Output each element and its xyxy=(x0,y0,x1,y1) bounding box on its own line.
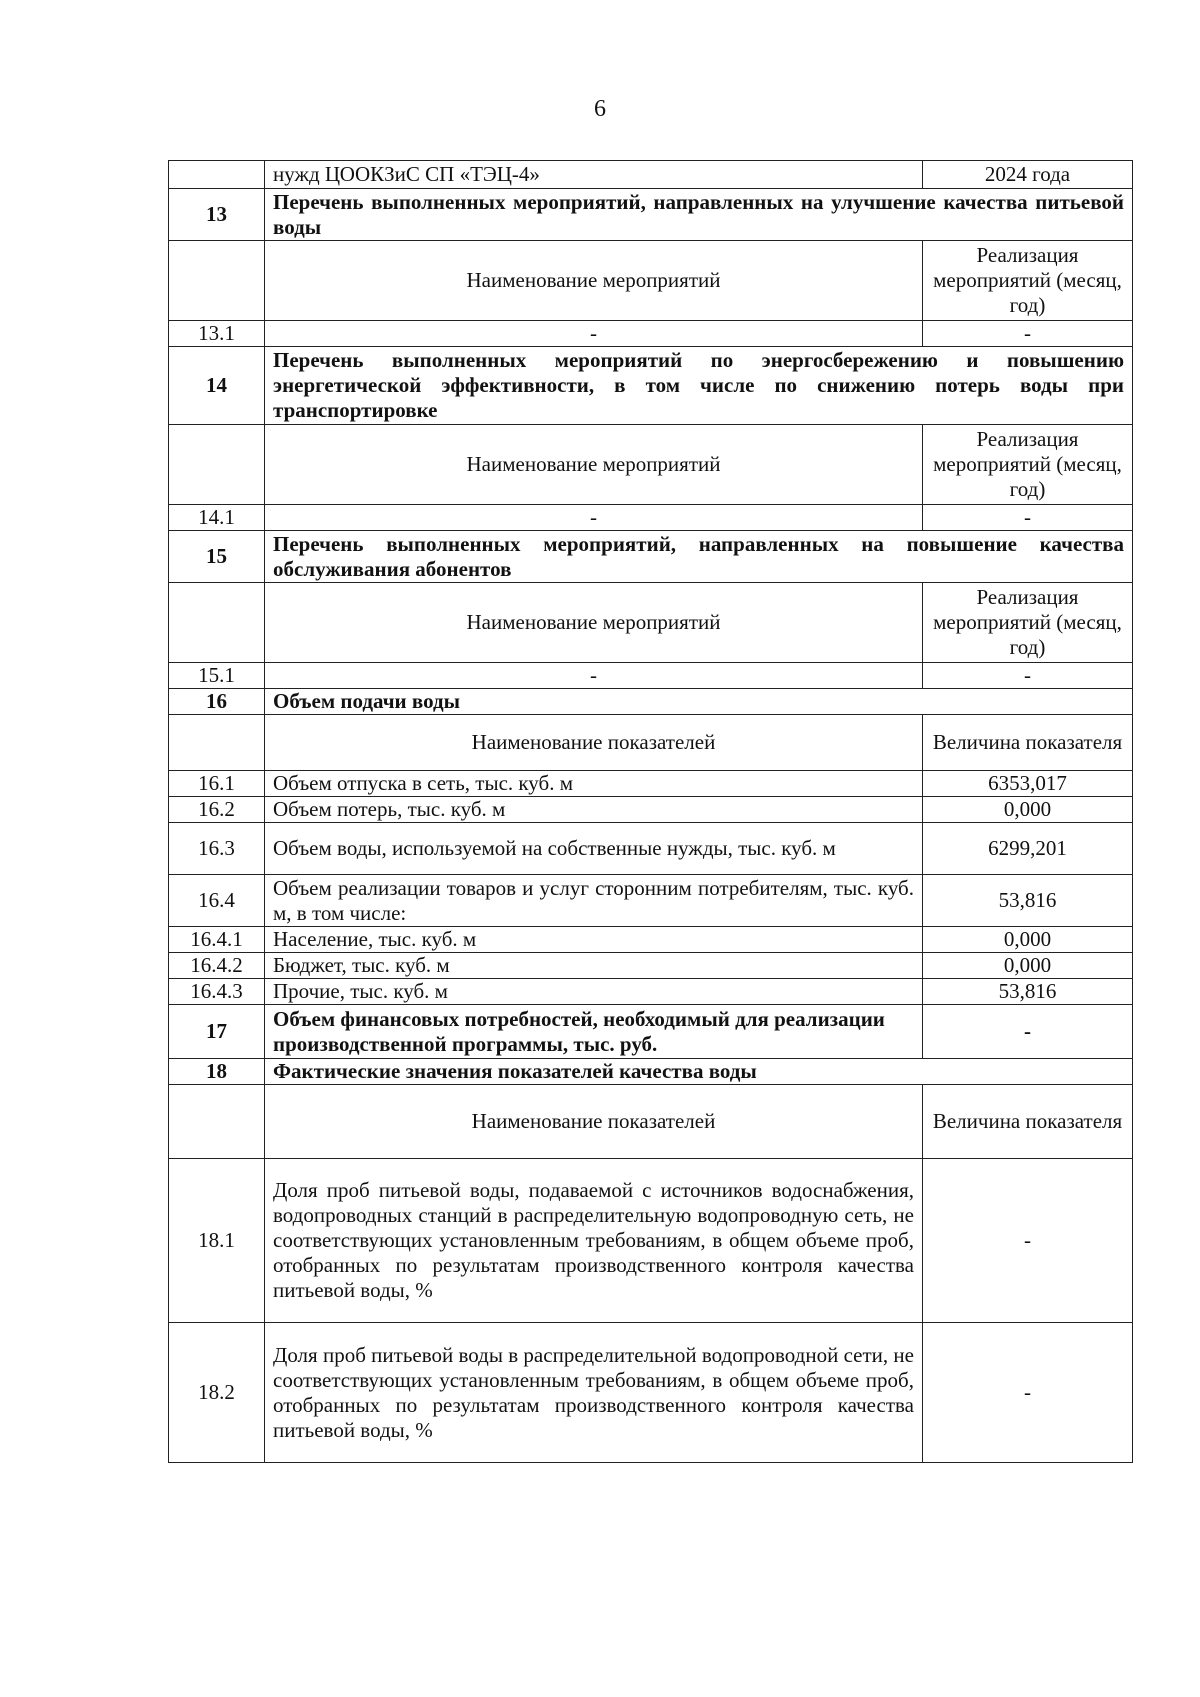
table-row xyxy=(169,875,1133,927)
table-row xyxy=(169,505,1133,531)
row-value: 2024 года xyxy=(923,161,1133,189)
section-header-row xyxy=(169,689,1133,715)
row-number-cell xyxy=(169,1085,265,1159)
row-number: 18.1 xyxy=(169,1159,265,1323)
row-number: 16.3 xyxy=(169,823,265,875)
row-number-cell xyxy=(169,583,265,663)
column-header-row xyxy=(169,715,1133,771)
row-value: 6353,017 xyxy=(923,771,1133,797)
row-number-cell xyxy=(169,161,265,189)
table-row xyxy=(169,979,1133,1005)
section-title: Фактические значения показателей качества воды xyxy=(265,1059,1133,1085)
row-number: 16.1 xyxy=(169,771,265,797)
section-header-row xyxy=(169,531,1133,583)
row-value: - xyxy=(923,321,1133,347)
row-description: - xyxy=(265,663,923,689)
row-number-cell xyxy=(169,425,265,505)
row-value: - xyxy=(923,505,1133,531)
section-title: Перечень выполненных мероприятий, направленных на повышение качества обслуживания абонентов xyxy=(265,531,1133,583)
column-header-name: Наименование мероприятий xyxy=(265,241,923,321)
column-header-value: Величина показателя xyxy=(923,715,1133,771)
section-number: 13 xyxy=(169,189,265,241)
row-number: 16.2 xyxy=(169,797,265,823)
row-value: 53,816 xyxy=(923,979,1133,1005)
table-row xyxy=(169,771,1133,797)
table-row xyxy=(169,161,1133,189)
section-number: 14 xyxy=(169,347,265,425)
section-number: 15 xyxy=(169,531,265,583)
section-title: Перечень выполненных мероприятий по энергосбережению и повышению энергетической эффективности, в том числе по снижению потерь воды при транспортировке xyxy=(265,347,1133,425)
table-row xyxy=(169,321,1133,347)
row-number: 15.1 xyxy=(169,663,265,689)
section-number: 17 xyxy=(169,1005,265,1059)
column-header-row xyxy=(169,425,1133,505)
column-header-value: Реализация мероприятий (месяц, год) xyxy=(923,425,1133,505)
section-title: Объем подачи воды xyxy=(265,689,1133,715)
section-number: 18 xyxy=(169,1059,265,1085)
row-number: 18.2 xyxy=(169,1323,265,1463)
row-description: Доля проб питьевой воды в распределительной водопроводной сети, не соответствующих установленным требованиям, в общем объеме проб, отобранных по результатам производственного контроля качества питьевой воды, % xyxy=(265,1323,923,1463)
table-row xyxy=(169,797,1133,823)
row-description: Доля проб питьевой воды, подаваемой с источников водоснабжения, водопроводных станций в распределительную водопроводную сеть, не соответствующих установленным требованиям, в общем объеме проб, отобранных по результатам производственного контроля качества питьевой воды, % xyxy=(265,1159,923,1323)
section-header-row xyxy=(169,1059,1133,1085)
table-row xyxy=(169,1323,1133,1463)
row-description: Население, тыс. куб. м xyxy=(265,927,923,953)
column-header-name: Наименование показателей xyxy=(265,715,923,771)
row-description: Бюджет, тыс. куб. м xyxy=(265,953,923,979)
section-title: Перечень выполненных мероприятий, направленных на улучшение качества питьевой воды xyxy=(265,189,1133,241)
column-header-name: Наименование показателей xyxy=(265,1085,923,1159)
page-number: 6 xyxy=(594,96,606,122)
row-number: 16.4 xyxy=(169,875,265,927)
row-number: 16.4.3 xyxy=(169,979,265,1005)
column-header-value: Величина показателя xyxy=(923,1085,1133,1159)
section-header-row xyxy=(169,189,1133,241)
row-number: 16.4.1 xyxy=(169,927,265,953)
column-header-value: Реализация мероприятий (месяц, год) xyxy=(923,241,1133,321)
row-number: 13.1 xyxy=(169,321,265,347)
row-number: 14.1 xyxy=(169,505,265,531)
row-description: нужд ЦООКЗиС СП «ТЭЦ-4» xyxy=(265,161,923,189)
row-description: Объем отпуска в сеть, тыс. куб. м xyxy=(265,771,923,797)
row-value: - xyxy=(923,1159,1133,1323)
row-value: - xyxy=(923,1005,1133,1059)
row-number-cell xyxy=(169,715,265,771)
column-header-value: Реализация мероприятий (месяц, год) xyxy=(923,583,1133,663)
table-row xyxy=(169,953,1133,979)
row-description: Объем потерь, тыс. куб. м xyxy=(265,797,923,823)
section-title: Объем финансовых потребностей, необходимый для реализации производственной программы, тыс. руб. xyxy=(265,1005,923,1059)
row-description: Объем воды, используемой на собственные нужды, тыс. куб. м xyxy=(265,823,923,875)
row-number-cell xyxy=(169,241,265,321)
row-value: 6299,201 xyxy=(923,823,1133,875)
column-header-row xyxy=(169,241,1133,321)
section-number: 16 xyxy=(169,689,265,715)
row-value: - xyxy=(923,1323,1133,1463)
column-header-row xyxy=(169,1085,1133,1159)
section-header-row xyxy=(169,347,1133,425)
row-description: Объем реализации товаров и услуг сторонним потребителям, тыс. куб. м, в том числе: xyxy=(265,875,923,927)
table-row xyxy=(169,1159,1133,1323)
table-row xyxy=(169,663,1133,689)
column-header-name: Наименование мероприятий xyxy=(265,425,923,505)
row-value: 0,000 xyxy=(923,953,1133,979)
column-header-name: Наименование мероприятий xyxy=(265,583,923,663)
row-description: - xyxy=(265,321,923,347)
row-value: 0,000 xyxy=(923,797,1133,823)
row-number: 16.4.2 xyxy=(169,953,265,979)
table-row xyxy=(169,823,1133,875)
table-row xyxy=(169,927,1133,953)
section-header-row xyxy=(169,1005,1133,1059)
row-description: Прочие, тыс. куб. м xyxy=(265,979,923,1005)
row-value: 53,816 xyxy=(923,875,1133,927)
production-program-table xyxy=(168,160,1133,1463)
column-header-row xyxy=(169,583,1133,663)
row-description: - xyxy=(265,505,923,531)
row-value: 0,000 xyxy=(923,927,1133,953)
row-value: - xyxy=(923,663,1133,689)
